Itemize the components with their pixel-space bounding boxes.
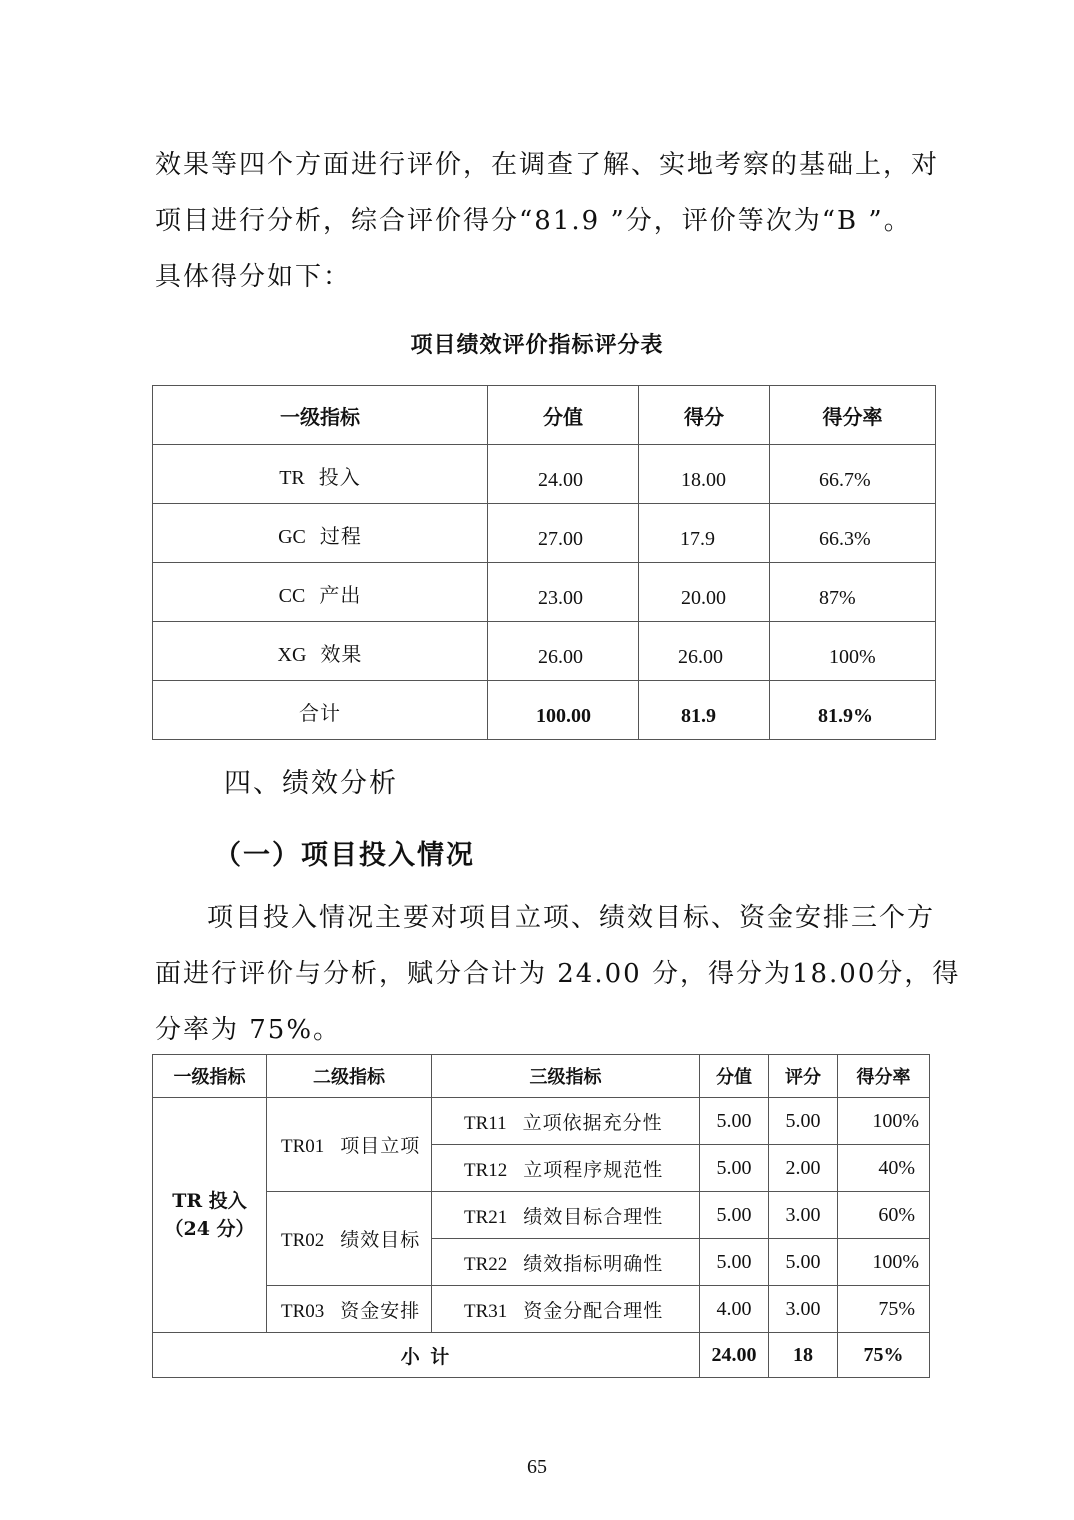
indicator-cell [153,563,488,622]
header-cell: 分值 [488,386,639,445]
table-row [153,563,936,622]
score-summary-table [152,385,936,740]
score-cell: 18.00 [639,445,770,504]
value-cell: 5.00 [700,1098,769,1145]
subtotal-rate: 75% [838,1333,930,1378]
indicator-code: TR [279,467,305,489]
indicator-name: 过程 [319,524,362,548]
level3-name: 绩效目标合理性 [523,1205,664,1228]
indicator-cell [153,504,488,563]
level1-points: （24 分） [164,1218,255,1240]
rate-cell: 66.3% [770,504,936,563]
level3-name: 立项依据充分性 [522,1111,663,1134]
value-cell: 4.00 [700,1286,769,1333]
score-cell: 5.00 [769,1098,838,1145]
rate-cell: 100% [770,622,936,681]
level3-code: TR11 [464,1112,507,1134]
table-row [153,1098,930,1145]
indicator-name: 效果 [320,642,363,666]
rate-cell: 66.7% [770,445,936,504]
table-row [153,1192,930,1239]
level2-code: TR03 [281,1300,325,1322]
score-cell: 2.00 [769,1145,838,1192]
table-row [153,504,936,563]
score-cell: 17.9 [639,504,770,563]
score-cell: 3.00 [769,1192,838,1239]
total-row [153,681,936,740]
total-rate: 81.9% [770,681,936,740]
subtotal-row [153,1333,930,1378]
intro-line: 效果等四个方面进行评价，在调查了解、实地考察的基础上，对 [155,150,940,180]
table-header-row [153,1055,930,1098]
rate-cell: 75% [838,1286,930,1333]
subtotal-label: 小 计 [153,1333,700,1378]
rate-cell: 60% [838,1192,930,1239]
score-cell: 20.00 [639,563,770,622]
level2-cell [267,1286,432,1333]
intro-line: 具体得分如下： [155,262,352,292]
level3-name: 资金分配合理性 [523,1299,664,1322]
subsection-heading: （一）项目投入情况 [214,840,475,871]
indicator-code: CC [278,585,306,607]
level3-name: 立项程序规范性 [523,1158,664,1181]
level2-name: 绩效目标 [340,1229,421,1251]
value-cell: 5.00 [700,1145,769,1192]
header-cell: 一级指标 [153,1055,267,1098]
rate-cell: 100% [838,1239,930,1286]
body-line: 面进行评价与分析，赋分合计为 24.00 分，得分为18.00分，得 [155,959,961,989]
score-cell: 5.00 [769,1239,838,1286]
level3-cell [432,1098,700,1145]
indicator-name: 投入 [318,465,361,489]
rate-cell: 40% [838,1145,930,1192]
intro-line: 项目进行分析，综合评价得分“81.9 ”分，评价等次为“B ”。 [155,206,912,236]
level2-code: TR02 [281,1230,325,1251]
level2-name: 项目立项 [340,1135,421,1157]
level3-name: 绩效指标明确性 [523,1252,664,1275]
level1-label: TR 投入 [172,1190,247,1212]
header-cell: 得分率 [838,1055,930,1098]
subtotal-score: 18 [769,1333,838,1378]
indicator-code: GC [278,526,306,548]
total-label: 合计 [153,681,488,740]
header-cell: 评分 [769,1055,838,1098]
table-caption: 项目绩效评价指标评分表 [410,333,664,358]
value-cell: 27.00 [488,504,639,563]
score-cell: 26.00 [639,622,770,681]
subtotal-value: 24.00 [700,1333,769,1378]
level3-code: TR31 [464,1300,508,1322]
intro-paragraph [155,137,940,305]
indicator-cell [153,445,488,504]
body-paragraph [155,890,961,1058]
value-cell: 26.00 [488,622,639,681]
level2-name: 资金安排 [340,1299,421,1322]
rate-cell: 100% [838,1098,930,1145]
level2-code: TR01 [281,1136,325,1157]
header-cell: 一级指标 [153,386,488,445]
value-cell: 23.00 [488,563,639,622]
level3-code: TR12 [464,1159,508,1181]
table-row [153,1286,930,1333]
level2-cell [267,1192,432,1286]
input-detail-table [152,1054,930,1378]
value-cell: 5.00 [700,1239,769,1286]
page-number: 65 [527,1456,547,1478]
table-row [153,622,936,681]
level3-cell [432,1145,700,1192]
value-cell: 24.00 [488,445,639,504]
section-heading: 四、绩效分析 [224,768,398,799]
table-header-row [153,386,936,445]
indicator-name: 产出 [319,583,362,607]
header-cell: 分值 [700,1055,769,1098]
header-cell: 得分 [639,386,770,445]
indicator-cell [153,622,488,681]
level3-cell [432,1239,700,1286]
level3-code: TR22 [464,1253,508,1275]
total-value: 100.00 [488,681,639,740]
header-cell: 得分率 [770,386,936,445]
score-cell: 3.00 [769,1286,838,1333]
level3-cell [432,1286,700,1333]
total-score: 81.9 [639,681,770,740]
body-line: 分率为 75%。 [155,1015,342,1045]
rate-cell: 87% [770,563,936,622]
table-row [153,445,936,504]
level3-cell [432,1192,700,1239]
header-cell: 三级指标 [432,1055,700,1098]
header-cell: 二级指标 [267,1055,432,1098]
value-cell: 5.00 [700,1192,769,1239]
indicator-code: XG [277,644,307,666]
level3-code: TR21 [464,1206,508,1228]
level1-cell [153,1098,267,1333]
body-line: 项目投入情况主要对项目立项、绩效目标、资金安排三个方 [207,903,936,933]
level2-cell [267,1098,432,1192]
